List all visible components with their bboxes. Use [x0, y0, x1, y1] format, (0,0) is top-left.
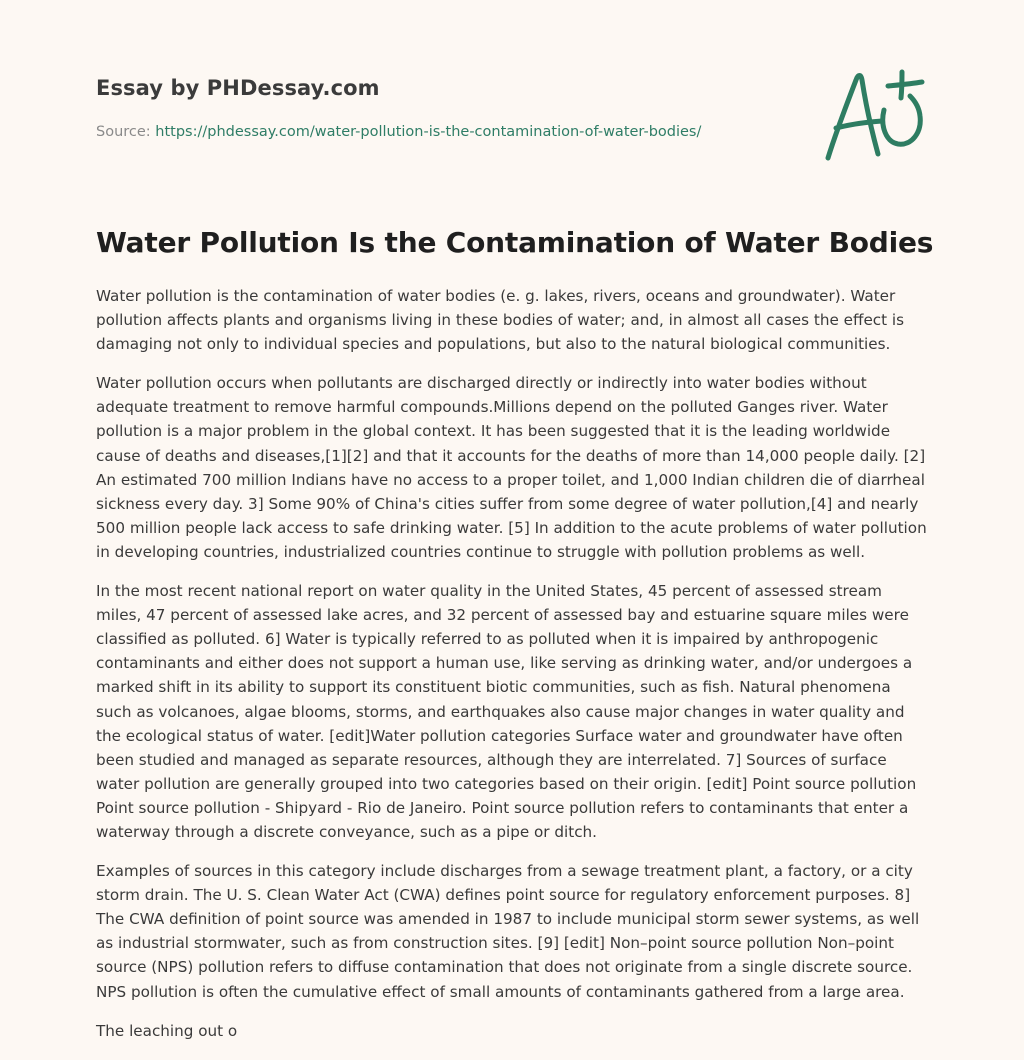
a-plus-grade-icon	[822, 66, 930, 166]
paragraph: In the most recent national report on water quality in the United States, 45 percent of assessed stream miles, 47 percent of assessed lake acres, and 32 percent of assessed bay and estuarine square miles were classified as polluted. 6] Water is typically referred to as polluted when it is impaired by anthropogenic contaminants and either does not support a human use, like serving as drinking water, and/or undergoes a marked shift in its ability to support its constituent biotic communities, such as fish. Natural phenomena such as volcanoes, algae blooms, storms, and earthquakes also cause major changes in water quality and the ecological status of water. [edit]Water pollution categories Surface water and groundwater have often been studied and managed as separate resources, although they are interrelated. 7] Sources of surface water pollution are generally grouped into two categories based on their origin. [edit] Point source pollution Point source pollution - Shipyard - Rio de Janeiro. Point source pollution refers to contaminants that enter a waterway through a discrete conveyance, such as a pipe or ditch.	[96, 582, 917, 841]
page-header	[96, 0, 928, 180]
paragraph: Water pollution is the contamination of water bodies (e. g. lakes, rivers, oceans and groundwater). Water pollution affects plants and organisms living in these bodies of water; and, in almost all cases the effect is damaging not only to individual species and populations, but also to the natural biological communities.	[96, 287, 905, 354]
paragraph: Water pollution occurs when pollutants are discharged directly or indirectly into water bodies without adequate treatment to remove harmful compounds.Millions depend on the polluted Ganges river. Water pollution is a major problem in the global context. It has been suggested that it is the leading worldwide cause of deaths and diseases,[1][2] and that it accounts for the deaths of more than 14,000 people daily. [2] An estimated 700 million Indians have no access to a proper toilet, and 1,000 Indian children die of diarrheal sickness every day. 3] Some 90% of China's cities suffer from some degree of water pollution,[4] and nearly 500 million people lack access to safe drinking water. [5] In addition to the acute problems of water pollution in developing countries, industrialized countries continue to struggle with pollution problems as well.	[96, 374, 927, 561]
source-link[interactable]: https://phdessay.com/water-pollution-is-the-contamination-of-water-bodies/	[155, 124, 702, 140]
essay-page	[96, 0, 934, 1040]
article-title: Water Pollution Is the Contamination of Water Bodies	[96, 226, 934, 259]
source-label: Source:	[96, 124, 156, 140]
paragraph: The leaching out o	[96, 1021, 238, 1040]
brand-title: Essay by PHDessay.com	[96, 76, 380, 100]
source-line	[96, 124, 701, 140]
article-body	[96, 284, 931, 1058]
paragraph: Examples of sources in this category include discharges from a sewage treatment plant, a factory, or a city storm drain. The U. S. Clean Water Act (CWA) defines point source for regulatory enforcement purposes. 8] The CWA definition of point source was amended in 1987 to include municipal storm sewer systems, as well as industrial stormwater, such as from construction sites. [9] [edit] Non–point source pollution Non–point source (NPS) pollution refers to diffuse contamination that does not originate from a single discrete source. NPS pollution is often the cumulative effect of small amounts of contaminants gathered from a large area.	[96, 862, 920, 1001]
